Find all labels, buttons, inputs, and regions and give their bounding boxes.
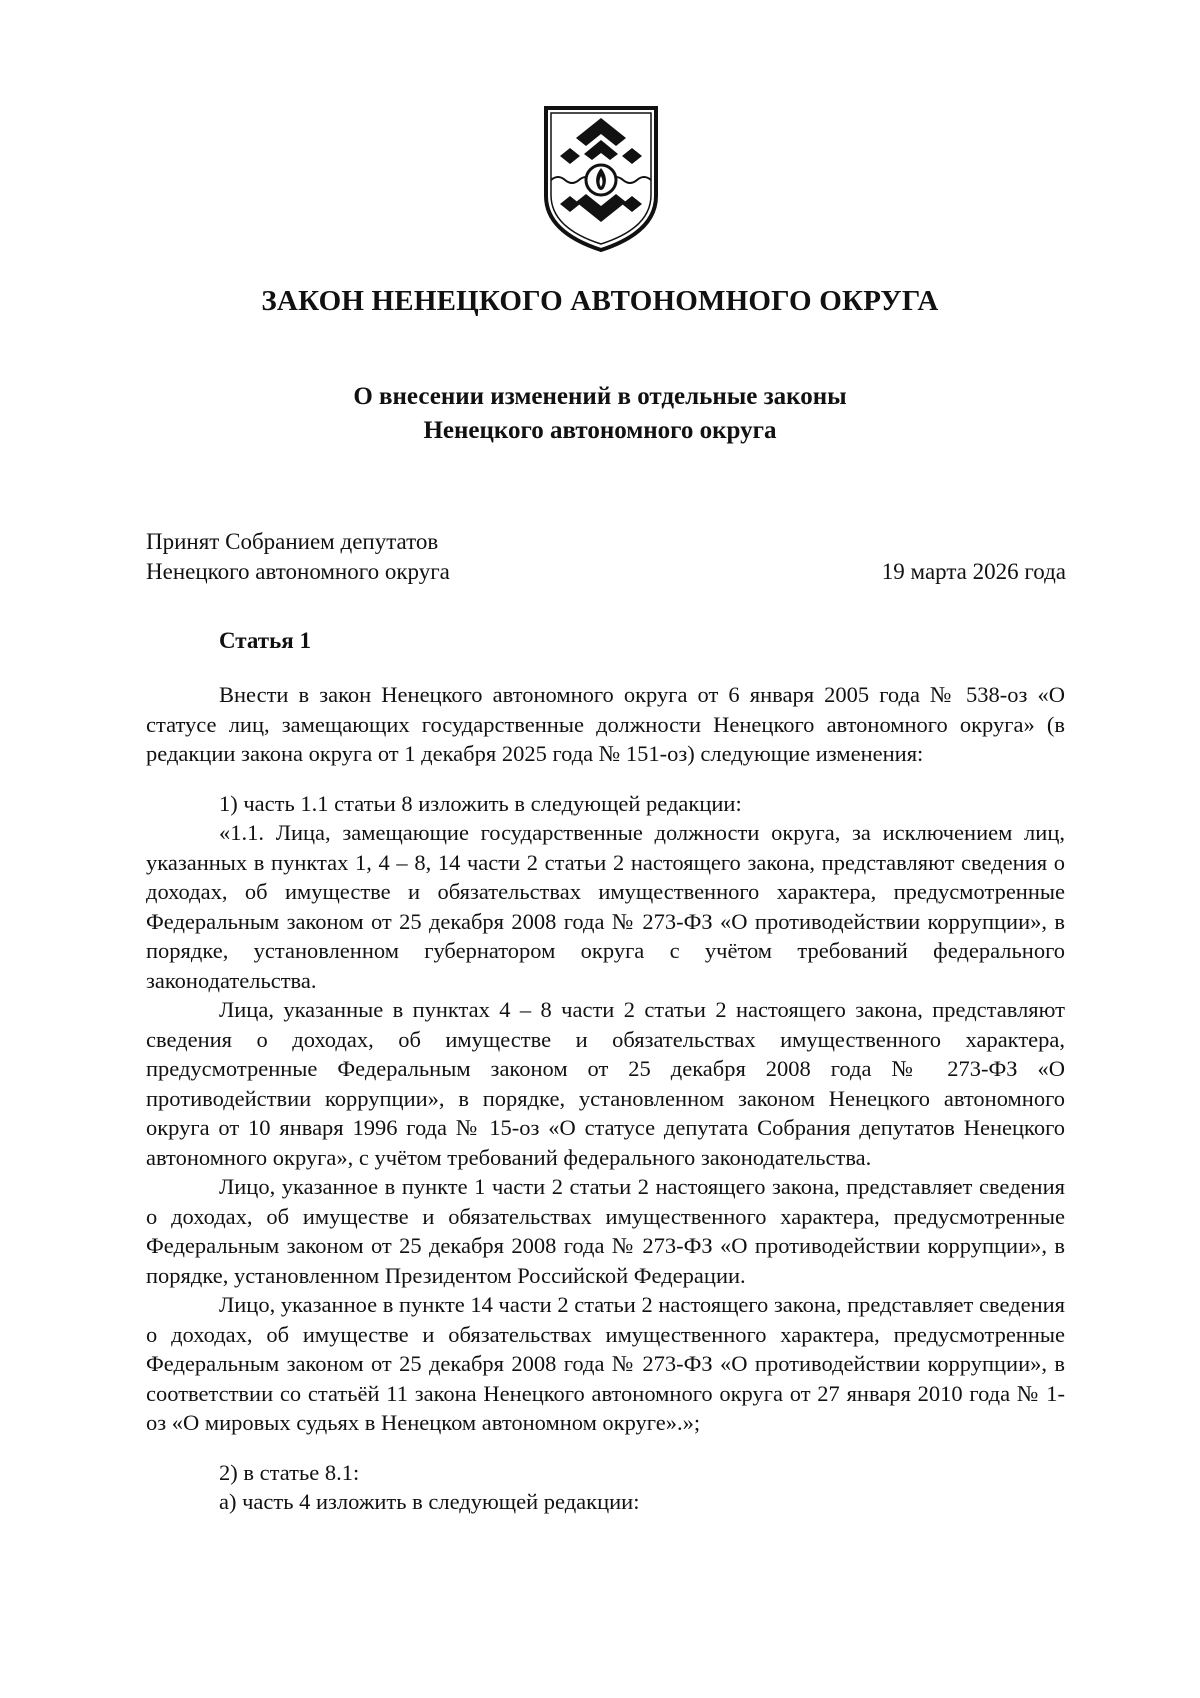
subtitle-line-2: Ненецкого автономного округа — [423, 417, 777, 444]
adoption-line-2: Ненецкого автономного округа — [146, 559, 450, 584]
paragraph: Лица, указанные в пунктах 4 – 8 части 2 статьи 2 настоящего закона, представляют сведения о доходах, об имуществе и обязательствах имущественного характера, предусмотренные Федеральным законом от 25 декабря 2008 года № 273-ФЗ «О противодействии коррупции», в порядке, установленном законом Ненецкого автономного округа от 10 января 1996 года № 15-оз «О статусе депутата Собрания депутатов Ненецкого автономного округа», с учётом требований федерального законодательства. — [146, 997, 1065, 1170]
paragraph: Внести в закон Ненецкого автономного округа от 6 января 2005 года № 538-оз «О статусе лиц, замещающих государственные должности Ненецкого автономного округа» (в редакции закона округа от 1 декабря 2025 года № 151-оз) следующие изменения: — [146, 682, 1065, 766]
paragraph: «1.1. Лица, замещающие государственные должности округа, за исключением лиц, указанных в пунктах 1, 4 – 8, 14 части 2 статьи 2 настоящего закона, представляют сведения о доходах, об имуществе и обязательствах имущественного характера, предусмотренные Федеральным законом от 25 декабря 2008 года № 273-ФЗ «О противодействии коррупции», в порядке, установленном губернатором округа с учётом требований федерального законодательства. — [146, 820, 1065, 993]
coat-of-arms-icon — [540, 104, 662, 254]
adoption-line-1: Принят Собранием депутатов — [146, 529, 439, 554]
paragraph: Лицо, указанное в пункте 14 части 2 статьи 2 настоящего закона, представляет сведения о доходах, об имуществе и обязательствах имущественного характера, предусмотренные Федеральным законом от 25 декабря 2008 года № 273-ФЗ «О противодействии коррупции», в соответствии со статьёй 11 закона Ненецкого автономного округа от 27 января 2010 года № 1-оз «О мировых судьях в Ненецком автономном округе».»; — [146, 1292, 1066, 1435]
law-subtitle — [0, 380, 1200, 448]
paragraph: 2) в статье 8.1: — [219, 1459, 360, 1485]
paragraph: 1) часть 1.1 статьи 8 изложить в следующей редакции: — [219, 790, 742, 816]
article-heading: Статья 1 — [219, 628, 311, 653]
paragraph: Лицо, указанное в пункте 1 части 2 статьи 2 настоящего закона, представляет сведения о доходах, об имуществе и обязательствах имущественного характера, предусмотренные Федеральным законом от 25 декабря 2008 года № 273-ФЗ «О противодействии коррупции», в порядке, установленном Президентом Российской Федерации. — [146, 1174, 1065, 1288]
adoption-date: 19 марта 2026 года — [881, 559, 1066, 584]
subtitle-line-1: О внесении изменений в отдельные законы — [353, 383, 847, 410]
article-body — [146, 680, 1065, 1517]
adoption-block — [146, 527, 1066, 587]
law-title: ЗАКОН НЕНЕЦКОГО АВТОНОМНОГО ОКРУГА — [261, 285, 939, 317]
paragraph: а) часть 4 изложить в следующей редакции: — [219, 1489, 640, 1514]
